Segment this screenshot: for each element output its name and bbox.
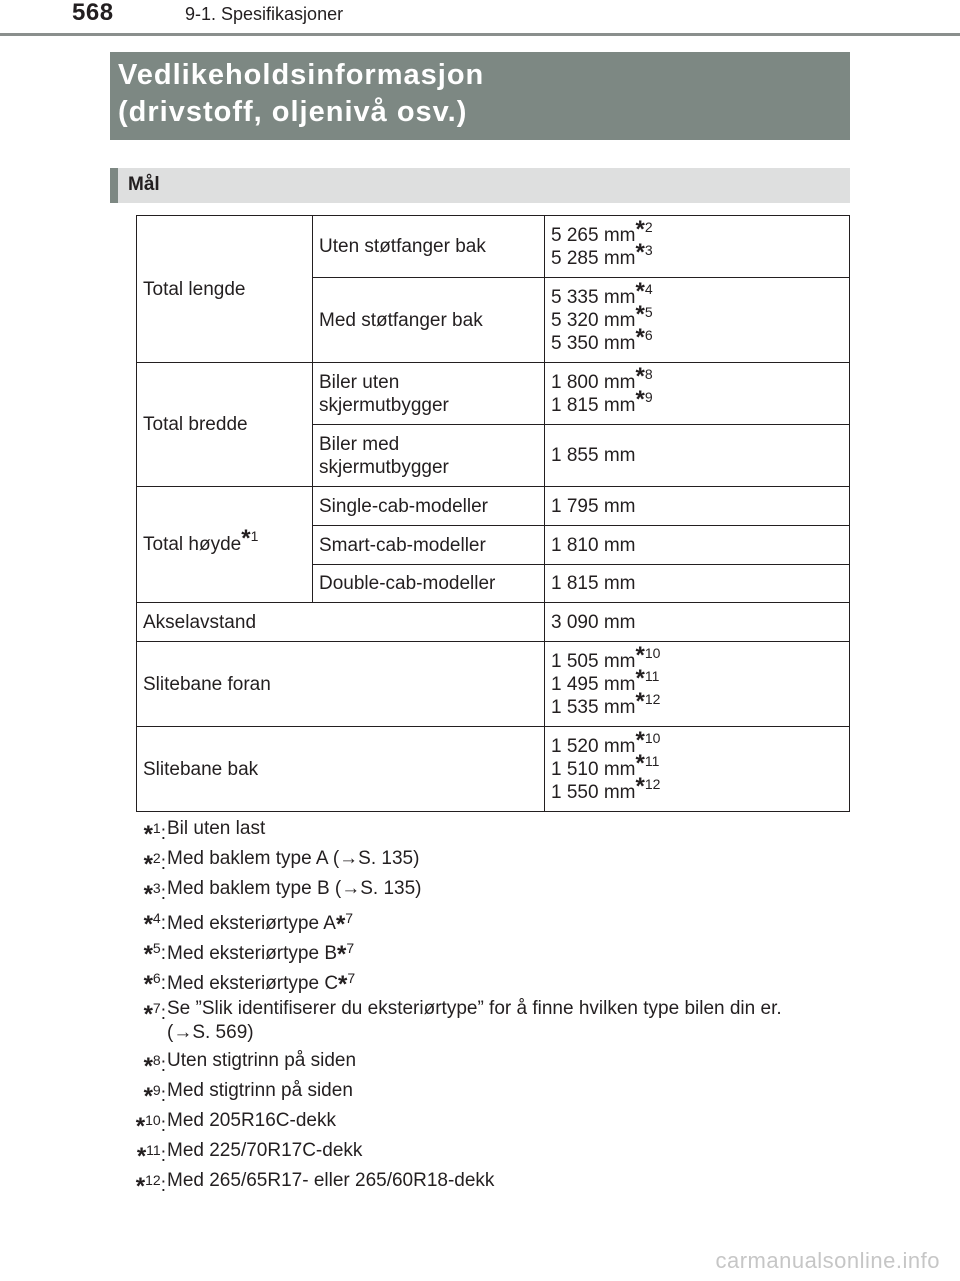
footnote-number: 7 [152,1000,161,1016]
value-text: 1 800 mm [551,371,636,393]
footnote-text [167,848,419,870]
row-label-front-track: Slitebane foran [137,642,545,727]
cell-biler-uten [313,363,545,425]
footnote-body: Uten stigtrinn på siden [167,1050,357,1071]
footnote-text [167,1170,494,1192]
asterisk: * [338,971,348,998]
row-label-rear-track: Slitebane bak [137,727,545,812]
footnote-number: 6 [152,970,161,986]
value-text: 1 510 mm [551,758,636,780]
table-row [137,363,850,425]
cell-med-stotfanger: Med støtfanger bak [313,278,545,363]
cell-values-front-track [545,642,850,727]
title-banner [110,52,850,140]
footnote-marker [0,1050,166,1078]
cell-values-uten [545,216,850,278]
footnote-number: 5 [152,940,161,956]
arrow-icon: → [339,848,359,869]
colon: : [160,1055,166,1076]
footnote-number: 9 [152,1082,161,1098]
cell-value-double-cab: 1 815 mm [545,565,850,603]
cell-value-single-cab: 1 795 mm [545,487,850,526]
arrow-icon: → [173,1022,193,1043]
footnote-ref: 7 [346,940,355,956]
asterisk: * [143,971,153,998]
page-number: 568 [72,0,114,26]
value-text: 1 815 mm [551,394,636,416]
footnote-ref: 7 [347,970,356,986]
asterisk: * [143,821,153,848]
footnote-text [167,1080,353,1102]
table-row [137,642,850,727]
page-ref: S. 135) [360,878,422,899]
footnote-text [167,1110,336,1132]
footnote-body: Med baklem type B ( [167,878,342,899]
footnote-number: 10 [145,1112,161,1128]
value-text: 1 520 mm [551,735,636,757]
asterisk: * [143,851,153,878]
footnote-ref: 2 [644,218,653,235]
footnote-number: 3 [152,880,161,896]
footnote-number: 8 [152,1052,161,1068]
colon: : [160,823,166,844]
asterisk: * [143,1053,153,1080]
footnote-body: Med eksteriørtype A [167,913,336,934]
footnote-ref: 10 [644,644,661,661]
colon: : [160,883,166,904]
footnote-ref: 11 [644,667,660,684]
banner-title-line1: Vedlikeholdsinformasjon [118,59,485,91]
footnote-ref: 11 [644,752,660,769]
cell-biler-med [313,425,545,487]
arrow-icon: → [341,878,361,899]
footnote-ref: 3 [644,241,653,258]
footnote-text [167,908,353,936]
footnote-ref: 12 [644,690,661,707]
value-text: 5 265 mm [551,224,636,246]
asterisk: * [143,1001,153,1028]
asterisk: * [635,664,645,692]
footnote-text [167,938,354,966]
footnote-marker [0,908,166,936]
footnote-ref: 9 [644,388,653,405]
footnote-ref: 6 [644,326,653,343]
asterisk: * [635,749,645,777]
footnote-body: Med eksteriørtype C [167,973,339,994]
paren: ( [167,1022,174,1043]
cell-values-biler-uten [545,363,850,425]
footnote-number: 12 [145,1172,161,1188]
colon: : [160,1085,166,1106]
cell-value-wheelbase: 3 090 mm [545,603,850,642]
asterisk: * [635,300,645,328]
asterisk: * [337,941,347,968]
cell-value-biler-med: 1 855 mm [545,425,850,487]
cell-value-smart-cab: 1 810 mm [545,526,850,565]
page-ref: S. 569) [192,1022,254,1043]
dimensions-table [136,215,850,812]
subsection-title: Mål [128,174,160,195]
footnote-marker [0,998,166,1026]
header-divider [0,33,960,36]
cell-double-cab: Double-cab-modeller [313,565,545,603]
banner-title-line2: (drivstoff, oljenivå osv.) [118,96,468,128]
footnote-marker [0,1170,166,1198]
footnote-body: Med eksteriørtype B [167,943,337,964]
footnote-marker [0,968,166,996]
value-text: 1 535 mm [551,696,636,718]
footnote-body: Med baklem type A ( [167,848,340,869]
line: Biler med [319,433,400,455]
footnote-marker [0,1140,166,1168]
footnote-body: Se ”Slik identifiserer du eksteriørtype” for å finne hvilken type bilen din er. [167,998,782,1019]
subsection-heading [110,168,850,203]
line: skjermutbygger [319,394,449,416]
colon: : [160,853,166,874]
footnote-marker [0,848,166,876]
footnote-marker [0,938,166,966]
colon: : [160,1115,166,1136]
row-label-total-width: Total bredde [137,363,313,487]
footnote-number: 2 [152,850,161,866]
colon: : [160,1175,166,1196]
value-text: 1 550 mm [551,781,636,803]
asterisk: * [635,277,645,305]
table-row [137,603,850,642]
footnote-text [167,1140,362,1162]
colon: : [160,943,166,964]
page-header [0,0,960,36]
row-label-wheelbase: Akselavstand [137,603,545,642]
asterisk: * [635,385,645,413]
asterisk: * [635,726,645,754]
asterisk: * [635,215,645,243]
line: Biler uten [319,371,400,393]
value-text: 1 505 mm [551,650,636,672]
asterisk: * [635,772,645,800]
asterisk: * [135,1173,146,1200]
footnote-marker [0,818,166,846]
footnote-marker [0,1110,166,1138]
footnote-text [167,878,422,900]
asterisk: * [143,941,153,968]
value-text: 5 335 mm [551,286,636,308]
asterisk: * [143,1083,153,1110]
row-label-total-length: Total lengde [137,216,313,363]
colon: : [160,1145,166,1166]
asterisk: * [635,687,645,715]
footnote-marker [0,1080,166,1108]
cell-smart-cab: Smart-cab-modeller [313,526,545,565]
label: Total høyde [143,534,242,555]
asterisk: * [635,323,645,351]
asterisk: * [143,911,153,938]
footnote-ref: 5 [644,303,653,320]
footnote-text-line2 [167,1022,254,1044]
asterisk: * [135,1113,146,1140]
section-title: 9-1. Spesifikasjoner [185,4,344,24]
cell-values-rear-track [545,727,850,812]
table-row [137,216,850,278]
footnote-body: Bil uten last [167,818,266,839]
footnote-ref: 1 [250,528,259,544]
value-text: 5 285 mm [551,247,636,269]
watermark: carmanualsonline.info [715,1248,940,1273]
footnote-text [167,998,782,1020]
footnote-ref: 7 [345,910,354,926]
cell-single-cab: Single-cab-modeller [313,487,545,526]
footnote-number: 4 [152,910,161,926]
asterisk: * [241,525,251,552]
cell-values-med [545,278,850,363]
cell-uten-stotfanger: Uten støtfanger bak [313,216,545,278]
footnote-text [167,968,355,996]
asterisk: * [136,1143,147,1170]
page-ref: S. 135) [358,848,420,869]
footnote-ref: 12 [644,775,661,792]
asterisk: * [143,881,153,908]
footnote-number: 11 [146,1142,161,1158]
asterisk: * [635,362,645,390]
asterisk: * [335,911,346,938]
footnote-number: 1 [152,820,161,836]
footnote-ref: 4 [644,280,653,297]
line: skjermutbygger [319,456,449,478]
footnote-ref: 10 [644,729,661,746]
value-text: 5 350 mm [551,332,636,354]
value-text: 1 495 mm [551,673,636,695]
footnote-body: Med stigtrinn på siden [167,1080,353,1101]
footnote-text [167,1050,356,1072]
footnote-ref: 8 [644,365,653,382]
table-row [137,487,850,526]
asterisk: * [635,238,645,266]
colon: : [160,913,166,934]
footnote-body: Med 225/70R17C-dekk [167,1140,363,1161]
colon: : [160,1003,166,1024]
table-row [137,727,850,812]
footnote-text [167,818,265,840]
footnote-body: Med 205R16C-dekk [167,1110,336,1131]
footnote-marker [0,878,166,906]
asterisk: * [635,641,645,669]
colon: : [160,973,166,994]
value-text: 5 320 mm [551,309,636,331]
footnote-body: Med 265/65R17- eller 265/60R18-dekk [167,1170,495,1191]
row-label-total-height [137,487,313,603]
